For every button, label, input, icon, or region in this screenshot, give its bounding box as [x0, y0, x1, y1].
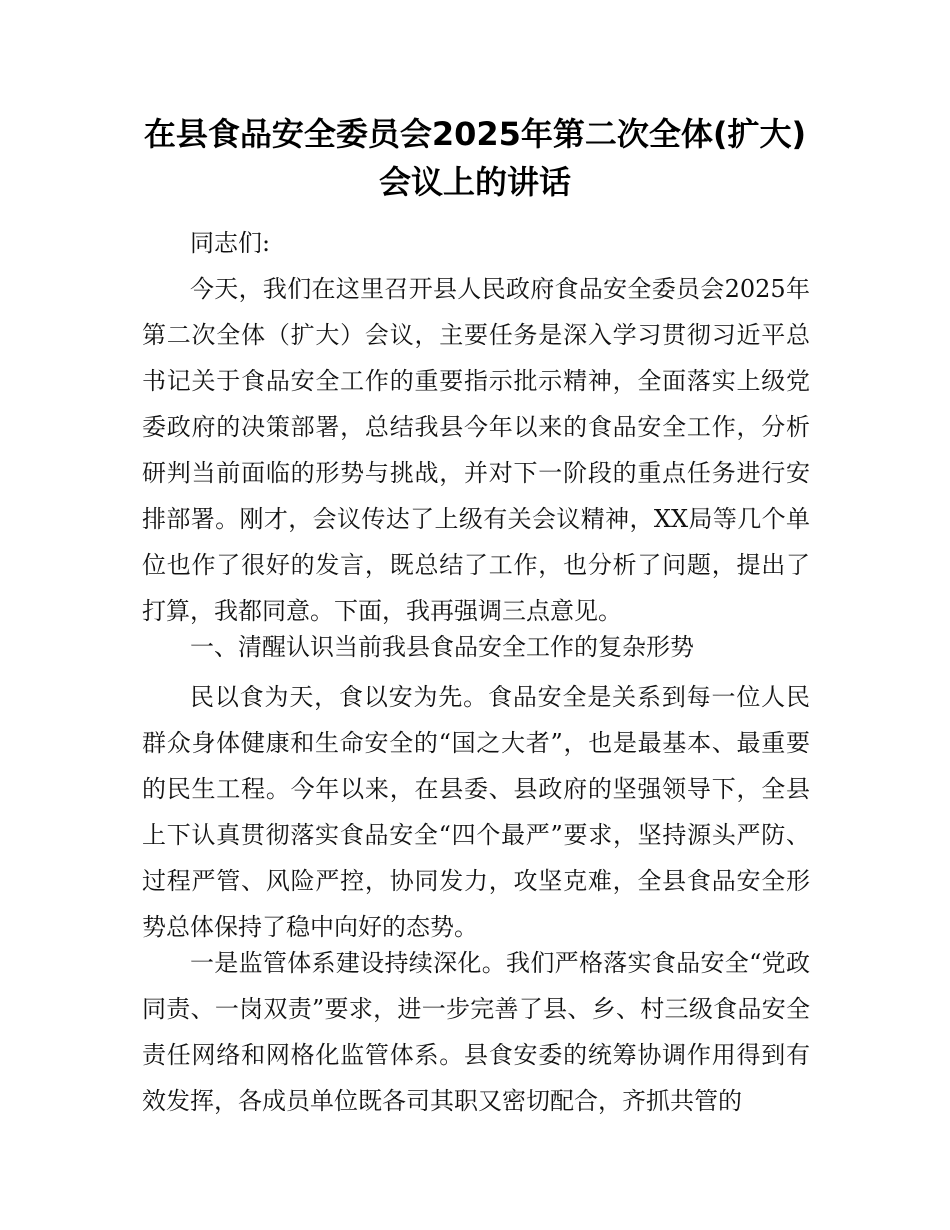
- paragraph-situation: 民以食为天，食以安为先。食品安全是关系到每一位人民群众身体健康和生命安全的“国之大者”，也是最基本、最重要的民生工程。今年以来，在县委、县政府的坚强领导下，全县上下认真贯彻落实食品安全“四个最严”要求，坚持源头严防、过程严管、风险严控，协同发力，攻坚克难，全县食品安全形势总体保持了稳中向好的态势。: [142, 683, 810, 941]
- document-title-line-1: 在县食品安全委员会2025年第二次全体(扩大): [143, 115, 807, 153]
- paragraph-point-one: 一是监管体系建设持续深化。我们严格落实食品安全“党政同责、一岗双责”要求，进一步完善了县、乡、村三级食品安全责任网络和网格化监管体系。县食安委的统筹协调作用得到有效发挥，各成员单位既各司其职又密切配合，齐抓共管的: [142, 949, 810, 1115]
- section-heading-1: 一、清醒认识当前我县食品安全工作的复杂形势: [190, 633, 694, 661]
- paragraph-opening: 今天，我们在这里召开县人民政府食品安全委员会2025年第二次全体（扩大）会议，主要任务是深入学习贯彻习近平总书记关于食品安全工作的重要指示批示精神，全面落实上级党委政府的决策部署，总结我县今年以来的食品安全工作，分析研判当前面临的形势与挑战，并对下一阶段的重点任务进行安排部署。刚才，会议传达了上级有关会议精神，XX局等几个单位也作了很好的发言，既总结了工作，也分析了问题，提出了打算，我都同意。下面，我再强调三点意见。: [142, 275, 810, 625]
- document-title-line-2: 会议上的讲话: [378, 163, 571, 201]
- salutation: 同志们:: [190, 229, 271, 257]
